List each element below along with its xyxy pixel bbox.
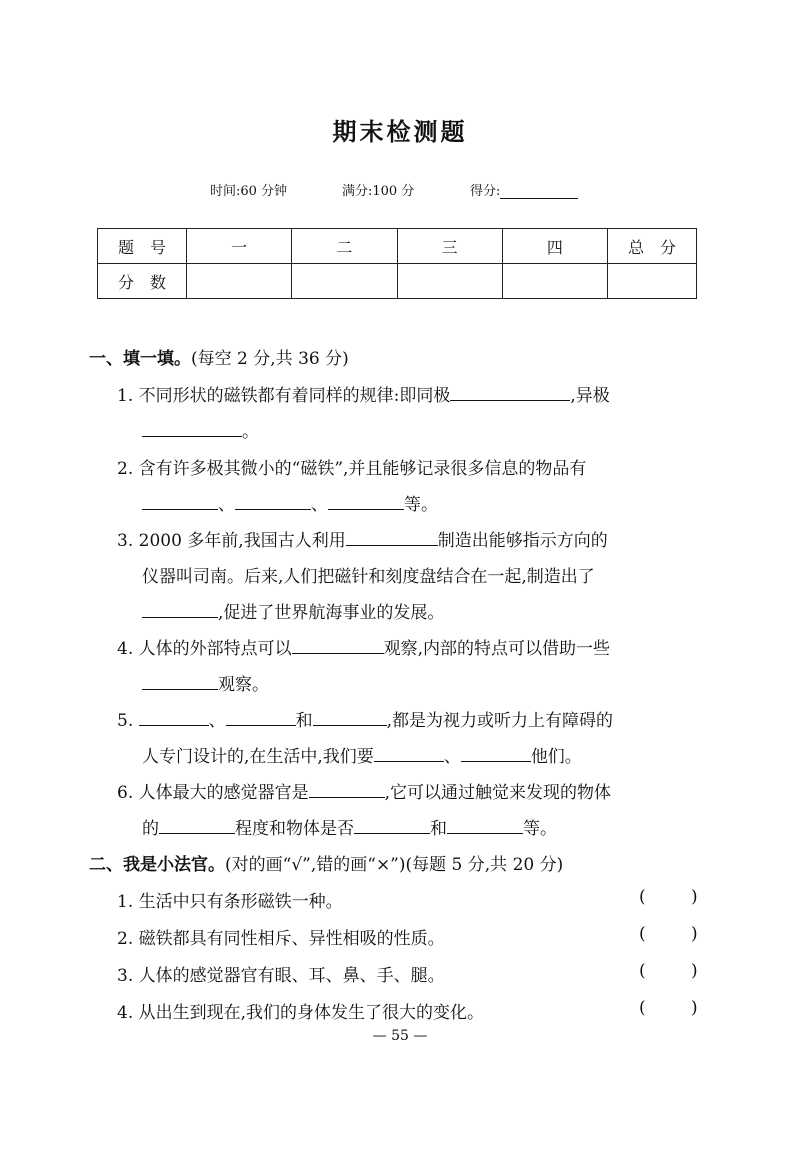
answer-paren-open: (: [639, 998, 646, 1018]
answer-blank[interactable]: [328, 494, 404, 510]
separator: 、: [311, 495, 328, 515]
answer-paren-close: ): [691, 924, 698, 944]
section2-heading: [89, 850, 563, 875]
section2-note: (对的画“√”,错的画“×”)(每题 5 分,共 20 分): [225, 855, 564, 875]
q5-text: ,都是为视力或听力上有障碍的: [386, 711, 614, 731]
answer-blank[interactable]: [354, 818, 430, 834]
page-number: — 55 —: [372, 1028, 428, 1044]
section2-title: 二、我是小法官。: [89, 855, 225, 875]
answer-paren-open: (: [639, 924, 646, 944]
q5-text: 他们。: [530, 747, 582, 767]
answer-blank[interactable]: [461, 746, 531, 762]
header-cell: 二: [292, 229, 397, 264]
answer-blank[interactable]: [374, 746, 444, 762]
answer-paren-open: (: [639, 961, 646, 981]
answer-blank[interactable]: [142, 421, 242, 437]
question-1-line-1: [117, 381, 610, 406]
question-1-line-2: [142, 417, 259, 442]
q1-text: 。: [242, 422, 259, 442]
separator: 、: [208, 711, 226, 731]
q4-text: 观察。: [218, 675, 269, 695]
answer-blank[interactable]: [346, 530, 438, 546]
question-3-line-1: [117, 526, 608, 551]
header-cell: 四: [502, 229, 607, 264]
q5-text: 和: [295, 711, 313, 731]
time-limit: 时间:60 分钟: [210, 184, 288, 199]
answer-paren-open: (: [639, 887, 646, 907]
answer-blank[interactable]: [226, 710, 296, 726]
header-cell: 一: [187, 229, 292, 264]
question-2-line-1: 2. 含有许多极其微小的“磁铁”,并且能够记录很多信息的物品有: [117, 459, 587, 479]
q5-text: 5.: [117, 711, 134, 731]
question-3-line-3: [142, 598, 444, 623]
q6-text: 的: [142, 819, 159, 839]
header-cell: 三: [397, 229, 502, 264]
answer-paren-close: ): [691, 887, 698, 907]
answer-blank[interactable]: [142, 602, 218, 618]
question-5-line-1: [117, 706, 613, 731]
question-3-line-2: 仪器叫司南。后来,人们把磁针和刻度盘结合在一起,制造出了: [142, 567, 595, 587]
answer-blank[interactable]: [313, 710, 387, 726]
q3-text: 3. 2000 多年前,我国古人利用: [117, 531, 346, 551]
header-cell: 题 号: [98, 229, 187, 264]
answer-paren-close: ): [691, 961, 698, 981]
score-cell[interactable]: [187, 264, 292, 299]
answer-blank[interactable]: [139, 710, 209, 726]
answer-blank[interactable]: [309, 782, 385, 798]
score-row-label: 分 数: [98, 264, 187, 299]
judgement-item: 3. 人体的感觉器官有眼、耳、鼻、手、腿。: [117, 966, 445, 986]
answer-paren-close: ): [691, 998, 698, 1018]
judgement-item: 2. 磁铁都具有同性相斥、异性相吸的性质。: [117, 929, 445, 949]
score-cell[interactable]: [502, 264, 607, 299]
q6-text: 程度和物体是否: [235, 819, 354, 839]
page-title: 期末检测题: [332, 118, 468, 146]
separator: 、: [443, 747, 461, 767]
question-5-line-2: [142, 742, 582, 767]
separator: 、: [218, 495, 235, 515]
score-cell[interactable]: [292, 264, 397, 299]
q6-text: 等。: [523, 819, 557, 839]
q6-text: 和: [430, 819, 447, 839]
score-cell[interactable]: [608, 264, 697, 299]
question-4-line-2: [142, 670, 269, 695]
q4-text: 4. 人体的外部特点可以: [117, 639, 292, 659]
section1-note: (每空 2 分,共 36 分): [191, 349, 349, 369]
q3-text: ,促进了世界航海事业的发展。: [218, 603, 445, 623]
answer-blank[interactable]: [235, 494, 311, 510]
question-4-line-1: [117, 634, 610, 659]
section1-title: 一、填一填。: [89, 349, 191, 369]
score-blank[interactable]: [500, 186, 578, 199]
q6-text: ,它可以通过触觉来发现的物体: [384, 783, 612, 803]
score-table: [97, 228, 697, 299]
question-6-line-1: [117, 778, 611, 803]
answer-blank[interactable]: [450, 385, 570, 401]
score-label: 得分:: [470, 184, 501, 199]
q3-text: 制造出能够指示方向的: [437, 531, 608, 551]
q4-text: 观察,内部的特点可以借助一些: [383, 639, 611, 659]
q1-text: 1. 不同形状的磁铁都有着同样的规律:即同极: [117, 386, 451, 406]
q5-text: 人专门设计的,在生活中,我们要: [142, 747, 374, 767]
question-2-line-2: [142, 490, 438, 515]
full-score: 满分:100 分: [342, 184, 415, 199]
q1-text: ,异极: [570, 386, 610, 406]
judgement-item: 4. 从出生到现在,我们的身体发生了很大的变化。: [117, 1003, 485, 1023]
answer-blank[interactable]: [142, 674, 218, 690]
score-cell[interactable]: [397, 264, 502, 299]
judgement-item: 1. 生活中只有条形磁铁一种。: [117, 892, 343, 912]
answer-blank[interactable]: [142, 494, 218, 510]
section1-heading: [89, 344, 349, 369]
q6-text: 6. 人体最大的感觉器官是: [117, 783, 309, 803]
answer-blank[interactable]: [447, 818, 523, 834]
answer-blank[interactable]: [292, 638, 384, 654]
q2-text: 等。: [404, 495, 438, 515]
answer-blank[interactable]: [159, 818, 235, 834]
score-field: [470, 180, 578, 199]
score-table-header-row: [98, 229, 697, 264]
score-table-score-row: [98, 264, 697, 299]
question-6-line-2: [142, 814, 557, 839]
header-cell: 总 分: [608, 229, 697, 264]
